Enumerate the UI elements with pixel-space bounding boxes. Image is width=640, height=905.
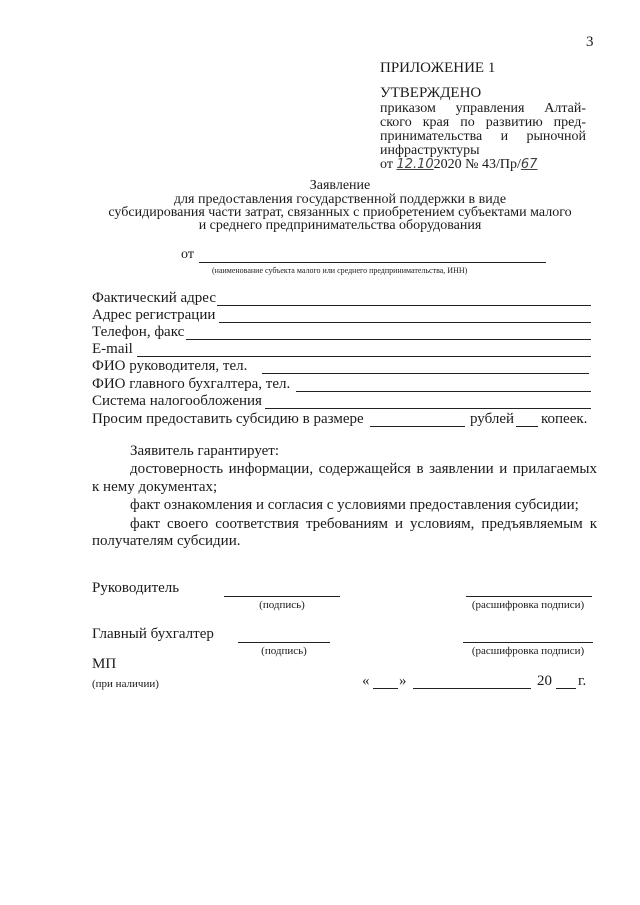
field-email-line[interactable] (137, 356, 591, 357)
guarantee-item-3-line-1: факт своего соответствия требованиям и условиям, предъявляемым к (130, 516, 597, 532)
guarantee-item-1-line-2: к нему документах; (92, 479, 218, 495)
accountant-signature-label: Главный бухгалтер (92, 626, 214, 642)
date-suffix: г. (578, 673, 587, 689)
order-line-4: инфраструктуры (380, 143, 480, 158)
title-line-2: субсидирования части затрат, связанных с приобретением субъектами малого (108, 205, 572, 220)
approved-label: УТВЕРЖДЕНО (380, 85, 482, 101)
date-open-quote: « (362, 673, 370, 689)
order-line-3: принимательства и рыночной (380, 129, 586, 144)
guarantee-item-1-line-1: достоверность информации, содержащейся в заявлении и прилагаемых (130, 461, 597, 477)
field-actual-address-label: Фактический адрес (92, 290, 216, 306)
order-number-printed: 43/Пр/ (482, 157, 521, 172)
document-title: Заявление (309, 178, 371, 193)
stamp-label: МП (92, 656, 117, 672)
date-year-line[interactable] (556, 688, 576, 689)
subsidy-kopecks-line[interactable] (516, 426, 538, 427)
field-registration-address-label: Адрес регистрации (92, 307, 216, 323)
subsidy-rubles-label: рублей (470, 411, 515, 427)
field-tax-system-label: Система налогообложения (92, 393, 262, 409)
order-line-1: приказом управления Алтай- (380, 101, 586, 116)
head-signature-label: Руководитель (92, 580, 180, 596)
head-decode-hint: (расшифровка подписи) (471, 599, 585, 611)
accountant-signature-hint: (подпись) (261, 645, 307, 657)
head-signature-hint: (подпись) (259, 599, 305, 611)
from-label: от (181, 247, 194, 262)
stamp-hint: (при наличии) (92, 678, 159, 690)
subsidy-kopecks-label: копеек. (541, 411, 588, 427)
field-email-label: E-mail (92, 341, 133, 357)
subsidy-request-text: Просим предоставить субсидию в размере (92, 411, 364, 427)
field-actual-address-line[interactable] (217, 305, 591, 306)
accountant-signature-line[interactable] (238, 642, 330, 643)
field-phone-fax-label: Телефон, факс (92, 324, 185, 340)
field-accountant-name-label: ФИО главного бухгалтера, тел. (92, 376, 291, 392)
guarantee-item-3-line-2: получателям субсидии. (92, 533, 241, 549)
date-close-quote: » (399, 673, 407, 689)
order-date-line (380, 157, 537, 173)
guarantee-heading: Заявитель гарантирует: (130, 443, 280, 459)
date-month-line[interactable] (413, 688, 531, 689)
field-tax-system-line[interactable] (265, 408, 591, 409)
accountant-decode-hint: (расшифровка подписи) (471, 645, 585, 657)
order-date-year: 2020 № (433, 157, 479, 172)
subsidy-rubles-line[interactable] (370, 426, 465, 427)
order-date-prefix: от (380, 157, 393, 172)
from-hint: (наименование субъекта малого или среднего предпринимательства, ИНН) (212, 266, 468, 275)
date-day-line[interactable] (373, 688, 398, 689)
field-head-name-line[interactable] (262, 373, 589, 374)
field-phone-fax-line[interactable] (186, 339, 591, 340)
order-number-handwritten: 67 (520, 157, 538, 172)
title-line-1: для предоставления государственной поддержки в виде (173, 192, 507, 207)
order-date-handwritten: 12.10 (396, 157, 434, 172)
field-head-name-label: ФИО руководителя, тел. (92, 358, 248, 374)
title-line-3: и среднего предпринимательства оборудования (198, 218, 482, 233)
accountant-decode-line[interactable] (463, 642, 593, 643)
guarantee-item-2: факт ознакомления и согласия с условиями предоставления субсидии; (130, 497, 579, 513)
head-decode-line[interactable] (466, 596, 592, 597)
page-number: 3 (586, 34, 594, 50)
field-accountant-name-line[interactable] (296, 391, 591, 392)
date-year-prefix: 20 (537, 673, 552, 689)
field-registration-address-line[interactable] (219, 322, 591, 323)
from-input-line[interactable] (199, 262, 546, 263)
appendix-label: ПРИЛОЖЕНИЕ 1 (380, 60, 496, 76)
order-line-2: ского края по развитию пред- (380, 115, 586, 130)
head-signature-line[interactable] (224, 596, 340, 597)
